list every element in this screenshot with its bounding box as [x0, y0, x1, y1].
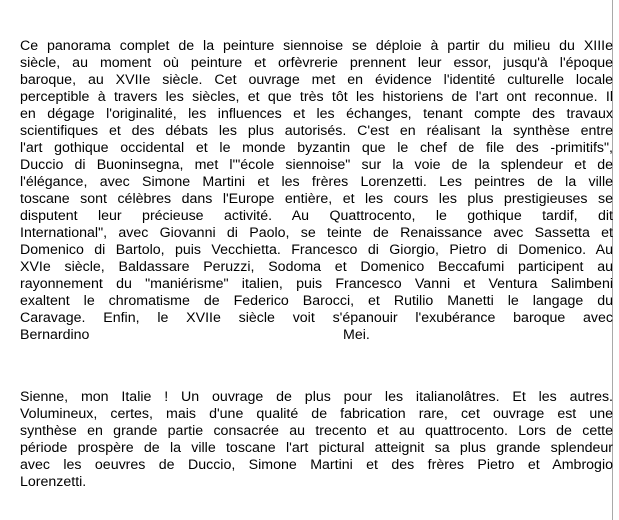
- text-line: siècle, au moment où peinture et orfèvrerie prennent leur essor, jusqu'à l'époque: [20, 55, 613, 71]
- text-line-split: [20, 327, 613, 344]
- text-line: rayonnement du "maniérisme" italien, puis Francesco Vanni et Ventura Salimbeni: [20, 276, 613, 292]
- text-line: XVIe siècle, Baldassare Peruzzi, Sodoma et Domenico Beccafumi participent au: [20, 259, 613, 275]
- text-line-last: Lorenzetti.: [20, 474, 87, 490]
- text-line: synthèse en grande partie consacrée au trecento et au quattrocento. Lors de cette: [20, 423, 613, 439]
- text-line: perceptible à travers les siècles, et que très tôt les historiens de l'art ont reconnue. Il: [20, 89, 613, 105]
- text-line: en dégage l'originalité, les influences et les échanges, tenant compte des travaux: [20, 106, 613, 122]
- text-line: l'art gothique occidental et le monde byzantin que le chef de file des -primitifs",: [20, 140, 613, 156]
- text-line: exaltent le chromatisme de Federico Barocci, et Rutilio Manetti le langage du: [20, 293, 613, 309]
- paragraph-review: [20, 389, 613, 491]
- text-line: l'élégance, avec Simone Martini et les frères Lorenzetti. Les peintres de la ville: [20, 174, 613, 190]
- text-line: Sienne, mon Italie ! Un ouvrage de plus pour les italianolâtres. Et les autres.: [20, 389, 613, 405]
- text-line: Domenico di Bartolo, puis Vecchietta. Francesco di Giorgio, Pietro di Domenico. Au: [20, 242, 613, 258]
- text-line: avec les oeuvres de Duccio, Simone Martini et des frères Pietro et Ambrogio: [20, 457, 613, 473]
- text-line-left-word: Bernardino: [20, 327, 90, 343]
- paragraph-description: [20, 38, 613, 344]
- text-line: scientifiques et des débats les plus autorisés. C'est en réalisant la synthèse entre: [20, 123, 613, 139]
- text-line: baroque, au XVIIe siècle. Cet ouvrage met en évidence l'identité culturelle locale: [20, 72, 613, 88]
- text-line: période prospère de la ville toscane l'art pictural atteignit sa plus grande splendeur: [20, 440, 613, 456]
- text-line-right-word: Mei.: [343, 327, 370, 343]
- text-line: International", avec Giovanni di Paolo, se teinte de Renaissance avec Sassetta et: [20, 225, 613, 241]
- text-line: Caravage. Enfin, le XVIIe siècle voit s'épanouir l'exubérance baroque avec: [20, 310, 613, 326]
- text-line: toscane sont célèbres dans l'Europe entière, et les cours les plus prestigieuses se: [20, 191, 613, 207]
- text-line: Ce panorama complet de la peinture siennoise se déploie à partir du milieu du XIIIe: [20, 38, 613, 54]
- text-line: Volumineux, certes, mais d'une qualité de fabrication rare, cet ouvrage est une: [20, 406, 613, 422]
- text-line: disputent leur précieuse activité. Au Quattrocento, le gothique tardif, dit: [20, 208, 613, 224]
- text-line: Duccio di Buoninsegna, met l'"école siennoise" sur la voie de la splendeur et de: [20, 157, 613, 173]
